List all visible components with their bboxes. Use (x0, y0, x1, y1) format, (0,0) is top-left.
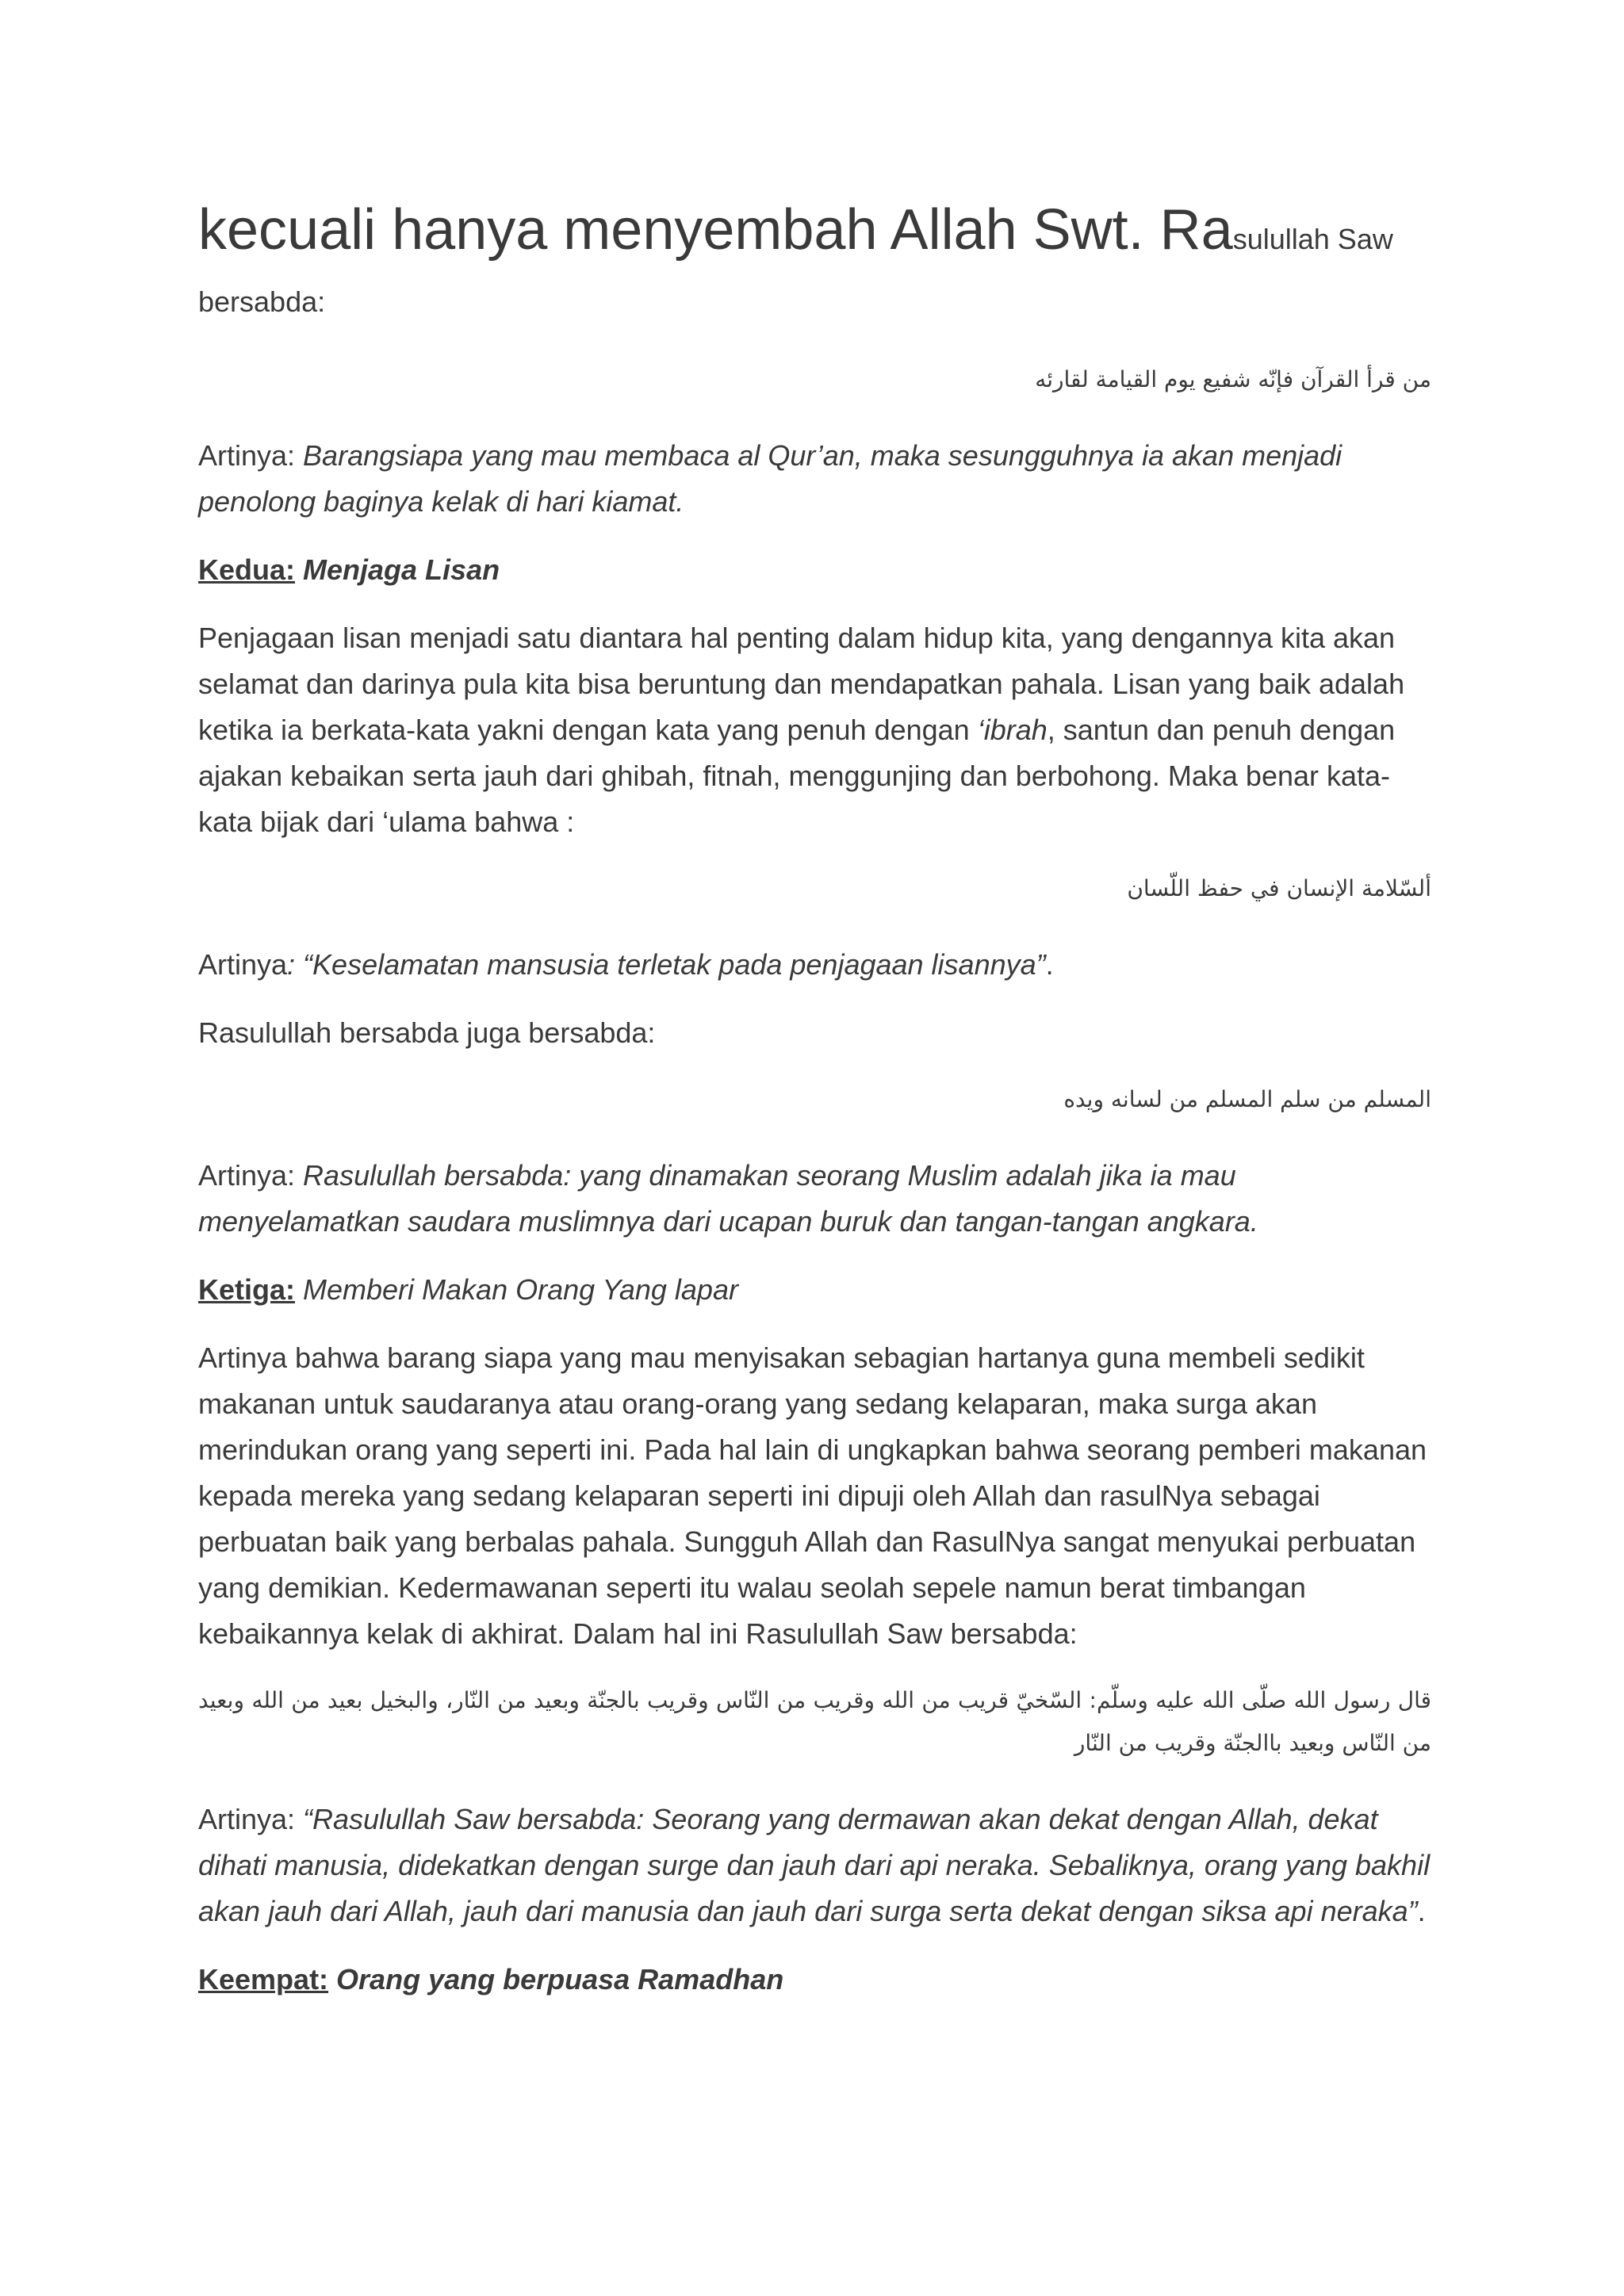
translation-3-label: Artinya: (198, 1159, 304, 1192)
arabic-hadith-1: من قرأ القرآن فإنّه شفيع يوم القيامة لقارئه (1035, 366, 1431, 392)
rasulullah-line: Rasulullah bersabda juga bersabda: (198, 1016, 656, 1049)
heading-main: kecuali hanya menyembah Allah Swt. Ra (198, 198, 1233, 262)
translation-4 (198, 1797, 1431, 1934)
translation-2-end: . (1045, 948, 1054, 981)
paragraph-2-part2: , santun dan penuh dengan ajakan kebaikan serta jauh dari ghibah, fitnah, menggunjing dan berbohong. Maka benar kata-kata bijak dari ‘ulama bahwa : (198, 714, 1396, 838)
translation-4-label: Artinya: (198, 1803, 304, 1835)
translation-3 (198, 1153, 1431, 1245)
translation-1-text: Barangsiapa yang mau membaca al Qur’an, maka sesungguhnya ia akan menjadi penolong baginya kelak di hari kiamat. (198, 439, 1342, 518)
section-heading-kedua (198, 547, 1431, 593)
paragraph-2-part1: Penjagaan lisan menjadi satu diantara hal penting dalam hidup kita, yang dengannya kita akan selamat dan darinya pula kita bisa beruntung dan mendapatkan pahala. Lisan yang baik adalah ketika ia berkata-kata yakni dengan kata yang penuh dengan (198, 622, 1405, 746)
heading-small: sulullah Saw (1232, 223, 1393, 255)
translation-3-text: Rasulullah bersabda: yang dinamakan seorang Muslim adalah jika ia mau menyelamatkan saudara muslimnya dari ucapan buruk dan tangan-tangan angkara. (198, 1159, 1258, 1238)
heading-continuation: bersabda: (198, 285, 326, 318)
paragraph-memberi-makan: Artinya bahwa barang siapa yang mau menyisakan sebagian hartanya guna membeli sedikit makanan untuk saudaranya atau orang-orang yang sedang kelaparan, maka surga akan merindukan orang yang seperti ini. Pada hal lain di ungkapkan bahwa seorang pemberi makanan kepada mereka yang sedang kelaparan seperti ini dipuji oleh Allah dan rasulNya sebagai perbuatan baik yang berbalas pahala. Sungguh Allah dan RasulNya sangat menyukai perbuatan yang demikian. Kedermawanan seperti itu walau seolah sepele namun berat timbangan kebaikannya kelak di akhirat. Dalam hal ini Rasulullah Saw bersabda: (198, 1341, 1427, 1650)
arabic-hadith-3: المسلم من سلم المسلم من لسانه ويده (1063, 1086, 1431, 1112)
section-label-keempat: Keempat: (198, 1963, 329, 1996)
arabic-hadith-4: قال رسول الله صلّى الله عليه وسلّم: السّخيّ قريب من الله وقريب من النّاس وقريب بالجنّة وبعيد من النّار، والبخيل بعيد من الله وبعيد من النّاس وبعيد باالجنّة وقريب من النّار (198, 1687, 1431, 1756)
document-page (198, 190, 1431, 2025)
section-title-ketiga: Memberi Makan Orang Yang lapar (295, 1273, 738, 1306)
translation-1 (198, 433, 1431, 525)
section-title-kedua: Menjaga Lisan (295, 553, 500, 586)
page-heading (198, 190, 1431, 279)
section-title-keempat: Orang yang berpuasa Ramadhan (328, 1963, 784, 1996)
translation-2-text: : “Keselamatan mansusia terletak pada penjagaan lisannya” (287, 948, 1046, 981)
translation-4-text: “Rasulullah Saw bersabda: Seorang yang dermawan akan dekat dengan Allah, dekat dihati manusia, didekatkan dengan surge dan jauh dari api neraka. Sebaliknya, orang yang bakhil akan jauh dari Allah, jauh dari manusia dan jauh dari surga serta dekat dengan siksa api neraka” (198, 1803, 1431, 1927)
paragraph-menjaga-lisan (198, 615, 1431, 845)
translation-1-label: Artinya: (198, 439, 304, 472)
translation-2-label: Artinya (198, 948, 288, 981)
paragraph-2-italic: ‘ibrah (977, 714, 1048, 746)
section-heading-ketiga (198, 1267, 1431, 1313)
section-label-ketiga: Ketiga: (198, 1273, 296, 1306)
translation-2 (198, 942, 1431, 988)
arabic-quote-2: ألسّلامة الإنسان في حفظ اللّسان (1127, 875, 1431, 901)
section-heading-keempat (198, 1957, 1431, 2003)
translation-4-end: . (1417, 1895, 1426, 1927)
section-label-kedua: Kedua: (198, 553, 296, 586)
